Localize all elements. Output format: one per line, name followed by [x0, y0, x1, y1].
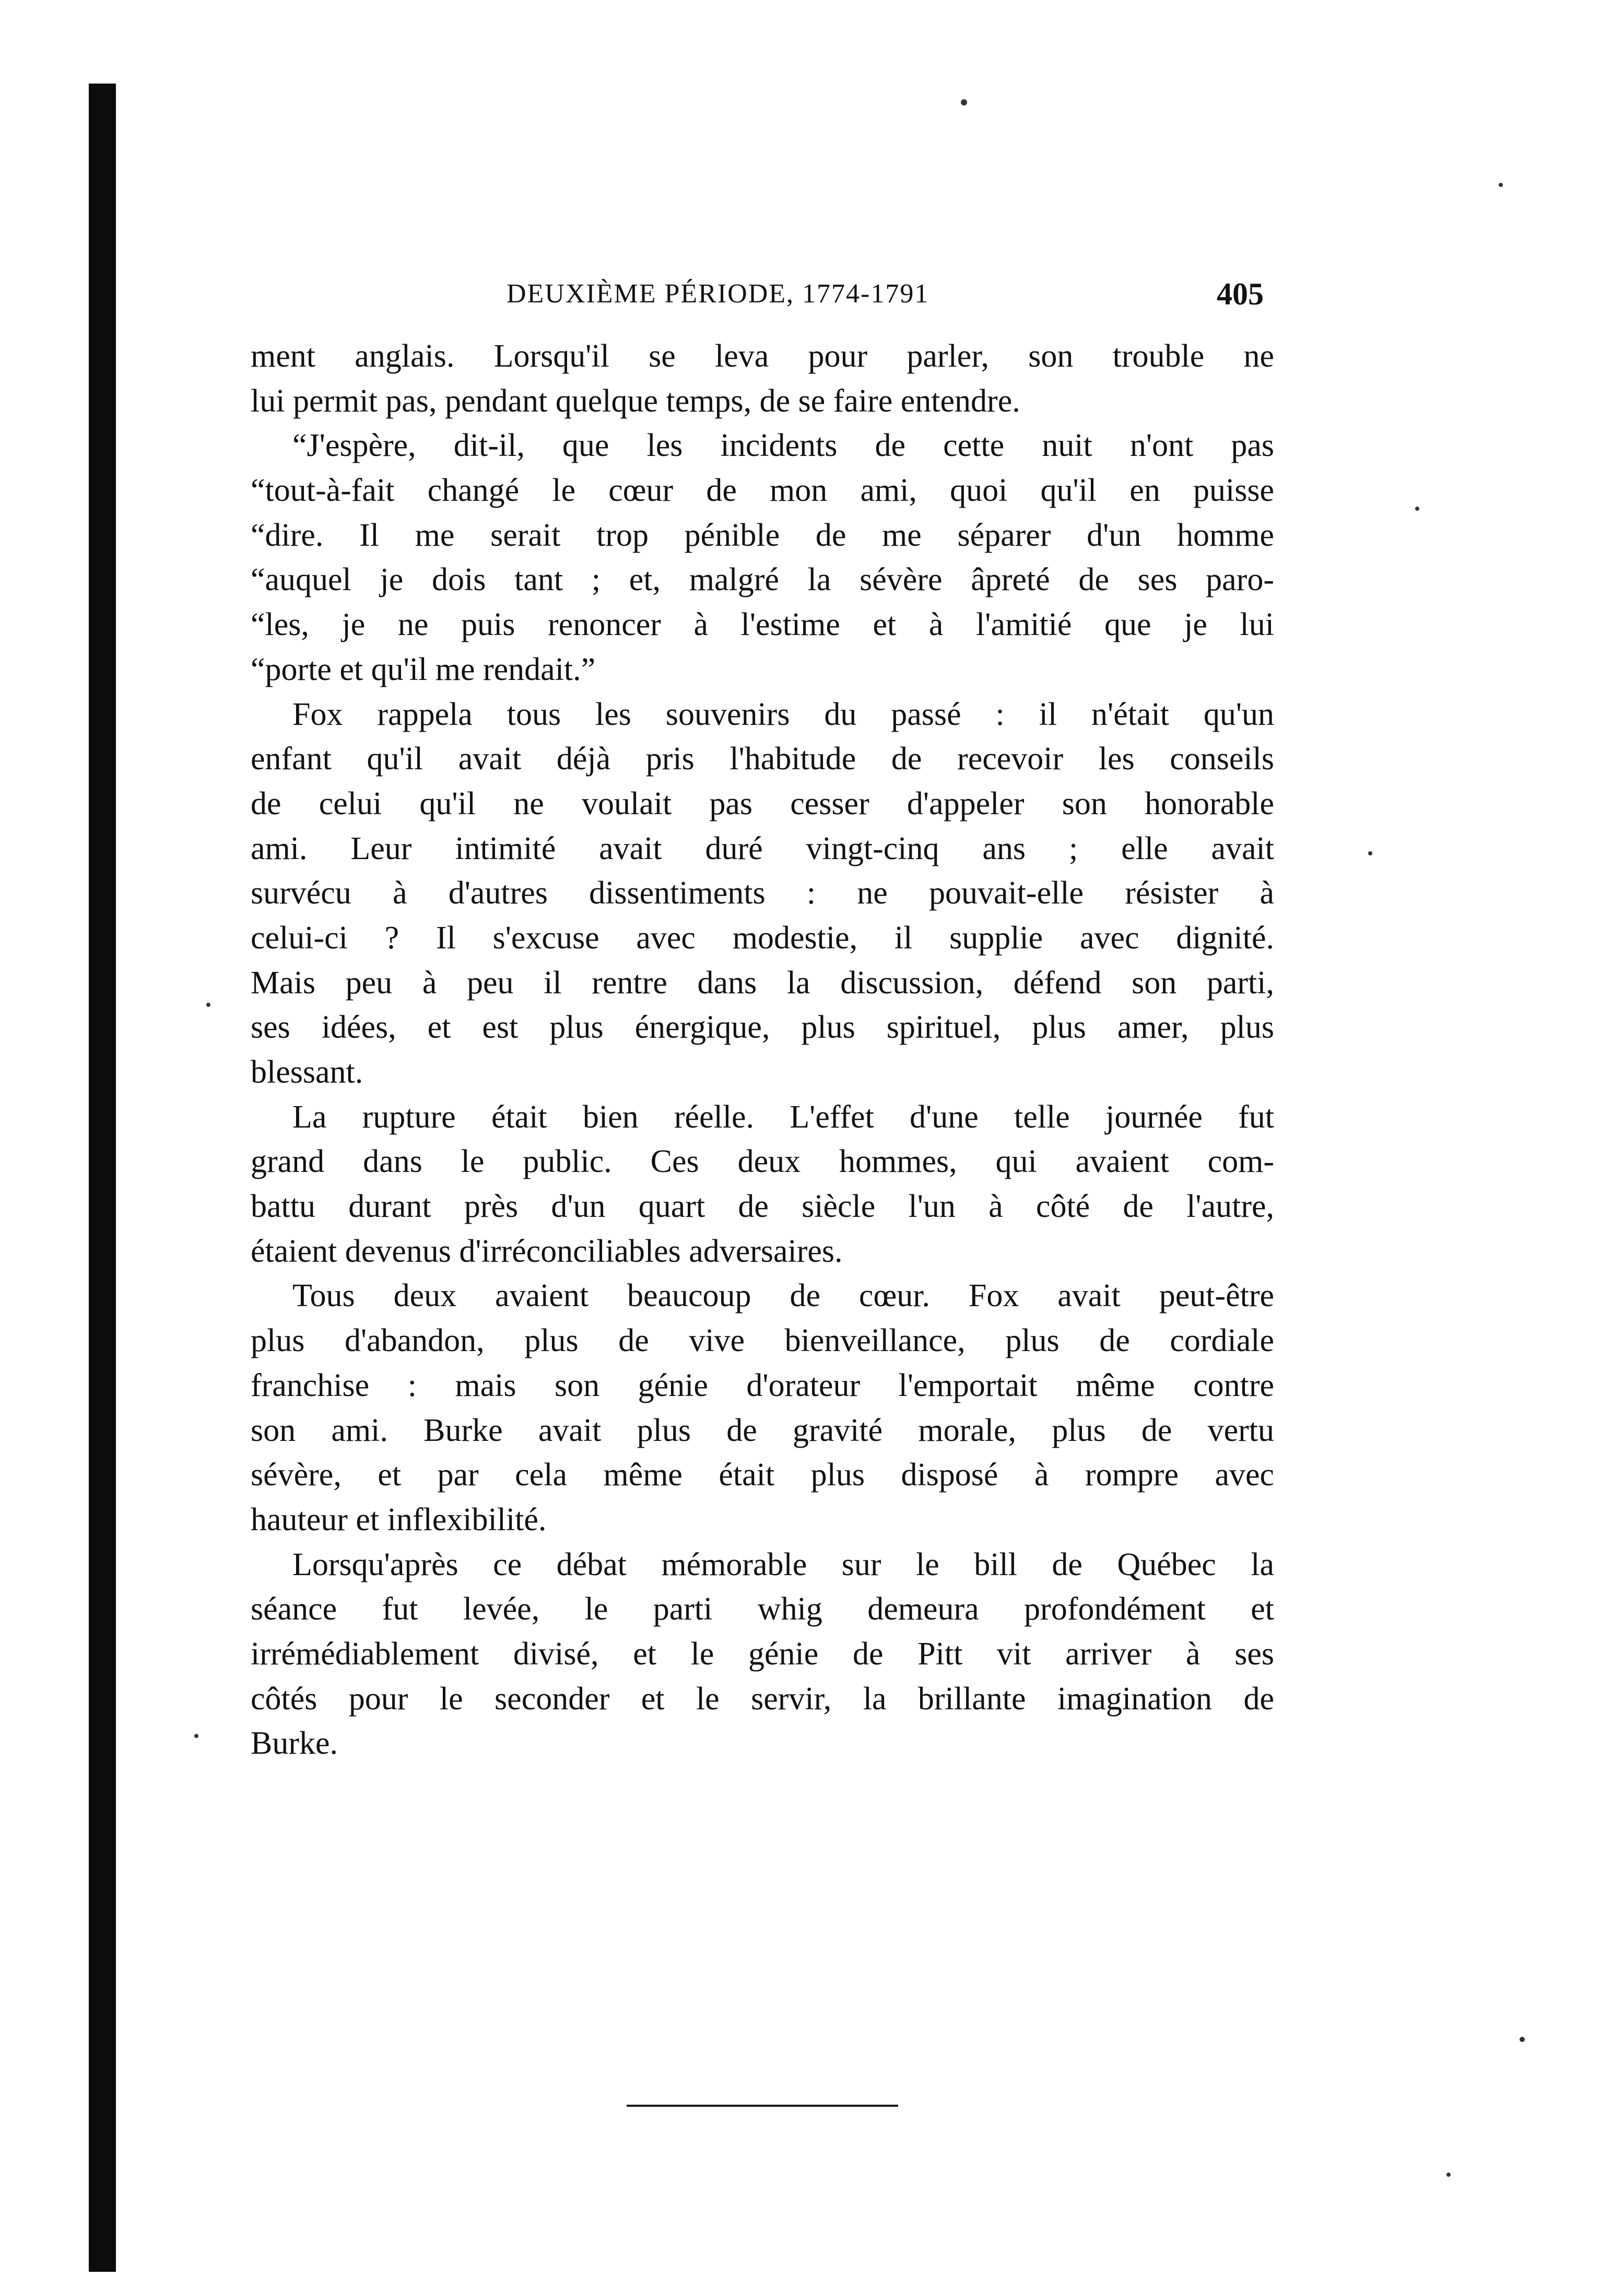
text-line: “auquel je dois tant ; et, malgré la sévère âpreté de ses paro-	[251, 562, 1274, 598]
text-line: Mais peu à peu il rentre dans la discussion, défend son parti,	[251, 965, 1274, 1001]
text-line: irrémédiablement divisé, et le génie de Pitt vit arriver à ses	[251, 1636, 1274, 1672]
text-line: ment anglais. Lorsqu'il se leva pour parler, son trouble ne	[251, 338, 1274, 374]
running-title: DEUXIÈME PÉRIODE, 1774-1791	[507, 279, 929, 309]
scan-speck	[206, 1003, 210, 1007]
text-line: battu durant près d'un quart de siècle l'un à côté de l'autre,	[251, 1189, 1274, 1225]
scan-speck	[1368, 851, 1372, 855]
scan-speck	[1520, 2037, 1525, 2042]
text-line: blessant.	[251, 1054, 363, 1090]
text-line: “les, je ne puis renoncer à l'estime et à l'amitié que je lui	[251, 607, 1274, 643]
text-line: son ami. Burke avait plus de gravité morale, plus de vertu	[251, 1412, 1274, 1448]
scan-speck	[1446, 2173, 1451, 2177]
text-line: Lorsqu'après ce débat mémorable sur le bill de Québec la	[292, 1546, 1274, 1582]
text-line: ses idées, et est plus énergique, plus spirituel, plus amer, plus	[251, 1010, 1274, 1046]
text-line: sévère, et par cela même était plus disposé à rompre avec	[251, 1457, 1274, 1493]
text-line: “J'espère, dit-il, que les incidents de cette nuit n'ont pas	[292, 428, 1274, 464]
text-line: “porte et qu'il me rendait.”	[251, 651, 596, 687]
text-line: enfant qu'il avait déjà pris l'habitude de recevoir les conseils	[251, 741, 1274, 777]
text-line: celui-ci ? Il s'excuse avec modestie, il supplie avec dignité.	[251, 920, 1274, 956]
text-line: de celui qu'il ne voulait pas cesser d'appeler son honorable	[251, 785, 1274, 822]
text-line: Burke.	[251, 1726, 338, 1762]
text-line: franchise : mais son génie d'orateur l'emportait même contre	[251, 1367, 1274, 1403]
text-line: lui permit pas, pendant quelque temps, de se faire entendre.	[251, 383, 1020, 419]
text-line: grand dans le public. Ces deux hommes, qui avaient com-	[251, 1144, 1274, 1180]
text-line: survécu à d'autres dissentiments : ne pouvait-elle résister à	[251, 875, 1274, 911]
running-head	[251, 271, 1274, 318]
section-end-rule	[627, 2105, 898, 2107]
text-line: hauteur et inflexibilité.	[251, 1501, 547, 1538]
scan-speck	[1415, 507, 1419, 511]
scan-speck	[194, 1734, 198, 1738]
scan-speck	[961, 99, 967, 105]
text-line: “tout-à-fait changé le cœur de mon ami, quoi qu'il en puisse	[251, 473, 1274, 509]
page-number: 405	[1217, 277, 1264, 311]
scan-speck	[1499, 183, 1503, 187]
text-line: plus d'abandon, plus de vive bienveillance, plus de cordiale	[251, 1323, 1274, 1359]
text-line: côtés pour le seconder et le servir, la brillante imagination de	[251, 1681, 1274, 1717]
text-line: “dire. Il me serait trop pénible de me séparer d'un homme	[251, 517, 1274, 553]
body-text	[251, 334, 1274, 1766]
binding-edge-shadow	[89, 84, 116, 2272]
text-line: La rupture était bien réelle. L'effet d'une telle journée fut	[292, 1099, 1274, 1135]
text-line: Fox rappela tous les souvenirs du passé : il n'était qu'un	[292, 696, 1274, 732]
text-line: étaient devenus d'irréconciliables adversaires.	[251, 1233, 843, 1269]
text-line: séance fut levée, le parti whig demeura profondément et	[251, 1591, 1274, 1627]
text-line: Tous deux avaient beaucoup de cœur. Fox avait peut-être	[292, 1278, 1274, 1314]
text-line: ami. Leur intimité avait duré vingt-cinq ans ; elle avait	[251, 830, 1274, 866]
